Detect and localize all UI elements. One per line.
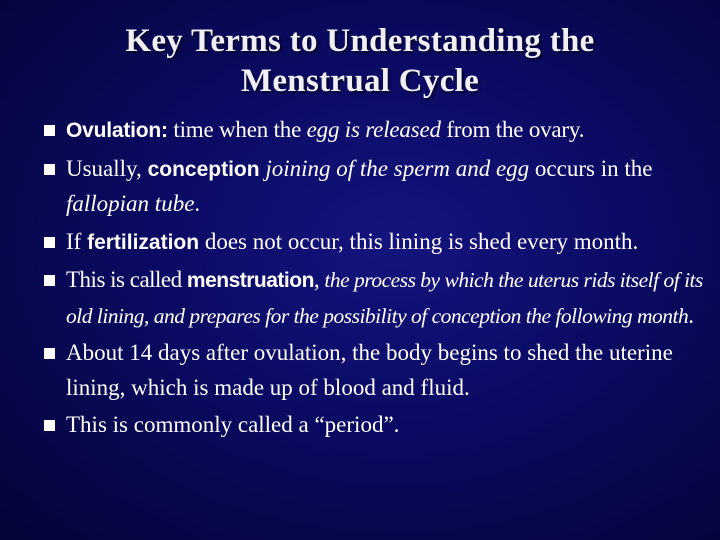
italic-text: fallopian tube	[66, 191, 195, 216]
bullet-text: from the ovary.	[440, 117, 585, 142]
term-menstruation: menstruation	[186, 269, 314, 292]
bullet-fertilization	[0, 225, 720, 261]
bullet-text: time when the	[167, 117, 307, 142]
square-bullet-icon	[44, 237, 55, 248]
square-bullet-icon	[44, 275, 55, 286]
bullet-text: About 14 days after ovulation, the body begins to shed the uterine lining, which is made up of blood and fluid.	[66, 340, 673, 400]
bullet-ovulation	[0, 113, 720, 149]
bullet-period	[0, 408, 720, 443]
bullet-text: Usually,	[66, 155, 148, 181]
square-bullet-icon	[44, 420, 55, 431]
bullet-list	[0, 113, 720, 446]
square-bullet-icon	[44, 348, 55, 359]
bullet-text: occurs in the	[529, 155, 653, 181]
bullet-text: This is commonly called a “period”.	[66, 412, 400, 437]
title-line-1: Key Terms to Understanding the	[125, 23, 595, 59]
italic-text: egg is released	[306, 117, 441, 142]
bullet-conception	[0, 152, 720, 222]
bullet-text: This is called	[66, 267, 187, 292]
term-fertilization: fertilization	[87, 230, 200, 254]
title-line-2: Menstrual Cycle	[240, 62, 480, 99]
bullet-text: .	[194, 191, 201, 216]
term-ovulation: Ovulation:	[66, 119, 168, 142]
bullet-text: ,	[313, 267, 325, 292]
italic-definition: joining of the sperm and egg	[259, 155, 530, 181]
italic-definition: the process by which the uterus rids itself of its old lining, and prepares for the possibility of conception the following month	[66, 268, 703, 328]
bullet-menstruation	[0, 263, 720, 333]
bullet-text: does not occur, this lining is shed every month.	[199, 228, 639, 254]
bullet-text: If	[66, 228, 88, 254]
bullet-text: .	[688, 302, 694, 328]
term-conception: conception	[147, 157, 260, 181]
square-bullet-icon	[44, 164, 55, 175]
square-bullet-icon	[44, 125, 55, 136]
bullet-shedding	[0, 336, 720, 405]
slide-title	[0, 22, 720, 101]
